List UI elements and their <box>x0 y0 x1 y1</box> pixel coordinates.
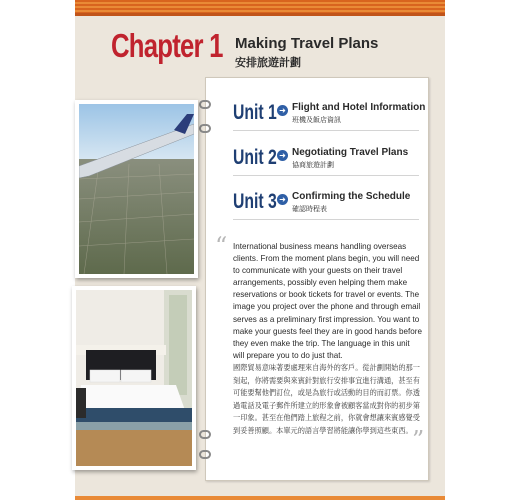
hotel-bedroom-photo <box>72 286 196 470</box>
intro-text-en: International business means handling overseas clients. From the moment plans begin, you will need to communicate with your guests on their travel arrangements, possibly even helping them make reservations or book tickets for travel or events. The image you project over the phone and through email serves as a preliminary first impression. You want to make your guests feel they are in good hands before they even make the trip. The language in this unit will prepare you to do just that. <box>233 242 422 360</box>
arrow-right-icon: ➜ <box>277 150 288 161</box>
spiral-ring <box>199 450 211 459</box>
unit-divider <box>233 219 419 220</box>
close-quote-icon: ” <box>412 426 425 454</box>
unit-title-zh: 確認時程表 <box>292 206 327 213</box>
spiral-binding <box>199 100 211 460</box>
unit-number: Unit 3 <box>233 190 277 213</box>
open-quote-icon: “ <box>215 232 228 260</box>
spiral-ring <box>199 100 211 109</box>
chapter-title-zh: 安排旅遊計劃 <box>235 57 301 69</box>
unit-title-en: Negotiating Travel Plans <box>292 147 409 158</box>
chapter-label: Chapter 1 <box>111 27 223 64</box>
spiral-ring <box>199 124 211 133</box>
unit-title-en: Confirming the Schedule <box>292 191 411 202</box>
intro-text-zh: 國際貿易意味著要處理來自海外的客戶。從計劃開始的那一刻起，你將需要與來賓針對旅行安排事宜進行溝通，甚至有可能要幫他們訂位，或是為旅行或活動的目的而訂票。你透過電話及電子郵件所建立的形象會被顧客當成對你的初步第一印象。甚至在他們踏上旅程之前，你就會想讓來賓感覺受到妥善照顧。本單元的語言學習將能讓你學到這些東西。 <box>233 363 420 435</box>
spiral-ring <box>199 430 211 439</box>
chapter-title-en: Making Travel Plans <box>235 35 379 52</box>
unit-title-en: Flight and Hotel Information <box>292 102 426 113</box>
airplane-photo-image <box>79 104 194 274</box>
arrow-right-icon: ➜ <box>277 105 288 116</box>
unit-divider <box>233 130 419 131</box>
unit-number: Unit 2 <box>233 146 277 169</box>
bottom-stripe-band <box>75 496 445 500</box>
top-stripe-edge <box>75 13 445 16</box>
unit-number: Unit 1 <box>233 101 277 124</box>
unit-title-zh: 班機及飯店資訊 <box>292 117 341 124</box>
arrow-right-icon: ➜ <box>277 194 288 205</box>
unit-divider <box>233 175 419 176</box>
top-stripe-band <box>75 0 445 13</box>
airplane-wing-aerial-photo <box>75 100 198 278</box>
bedroom-photo-image <box>76 290 192 466</box>
unit-title-zh: 協商旅遊計劃 <box>292 162 334 169</box>
